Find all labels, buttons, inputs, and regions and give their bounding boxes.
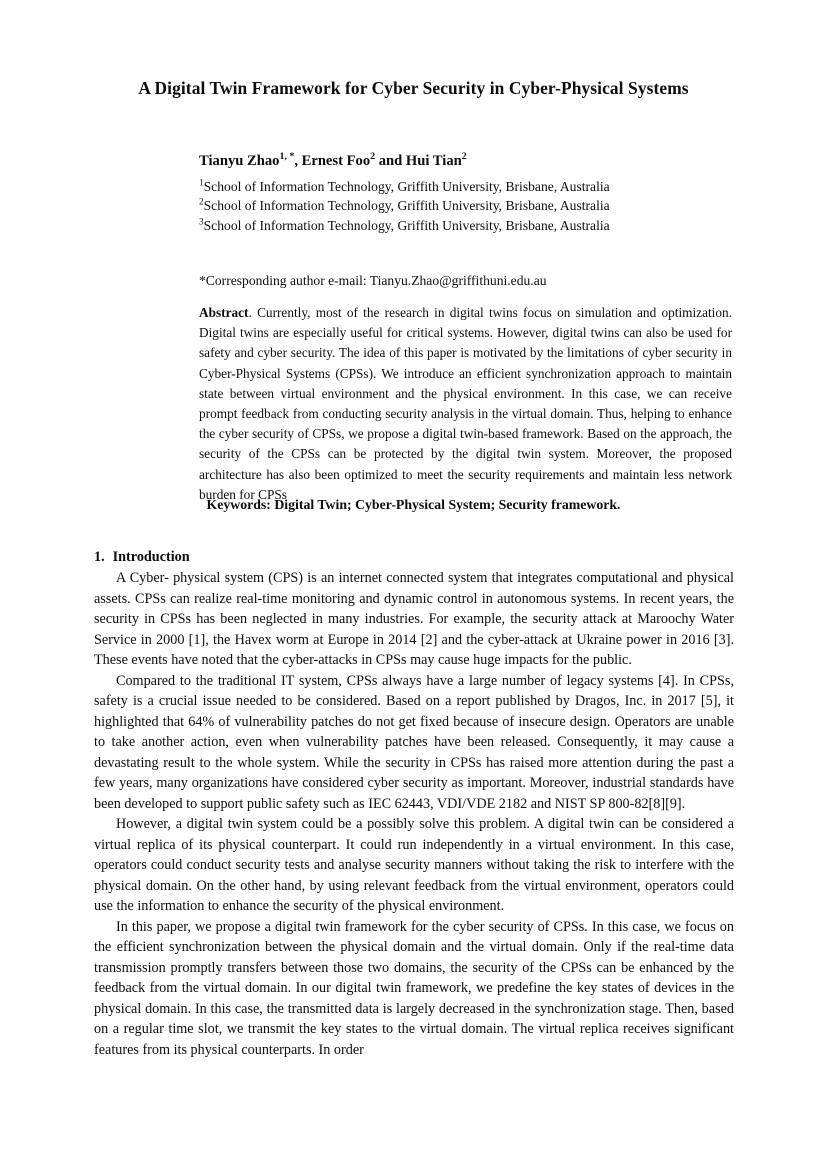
abstract-separator: .	[248, 305, 258, 320]
paragraph: In this paper, we propose a digital twin framework for the cyber security of CPSs. In this case, we focus on the efficient synchronization between the physical domain and the virtual domain. Only if the real-time data transmission promptly transfers between those two domains, the security of the CPSs can be enhanced by the feedback from the virtual domain. In our digital twin framework, we predefine the key states of devices in the physical domain. In this case, the transmitted data is largely decreased in the synchronization stage. Then, based on a regular time slot, we transmit the key states to the virtual domain. The virtual replica receives significant features from its physical counterparts. In order	[94, 918, 734, 1058]
paragraph: A Cyber- physical system (CPS) is an internet connected system that integrates computational and physical assets. CPSs can realize real-time monitoring and dynamic control in autonomous systems. In recent years, the security in CPSs has been neglected in many industries. For example, the security attack at Maroochy Water Service in 2000 [1], the Havex worm at Europe in 2014 [2] and the cyber-attack at Ukraine power in 2016 [3]. These events have noted that the cyber-attacks in CPSs may cause huge impacts for the public.	[94, 570, 734, 669]
affiliation-text: School of Information Technology, Griffith University, Brisbane, Australia	[203, 178, 610, 194]
abstract-text: Currently, most of the research in digital twins focus on simulation and optimization. Digital twins are especially useful for critical systems. However, digital twins can also be used for safety and cyber security. The idea of this paper is motivated by the limitations of cyber security in Cyber-Physical Systems (CPSs). We introduce an efficient synchronization approach to maintain state between virtual environment and the physical environment. In this case, we can receive prompt feedback from conducting security analysis in the virtual domain. Thus, helping to enhance the cyber security of CPSs, we propose a digital twin-based framework. Based on the approach, the security of the CPSs can be protected by the digital twin system. Moreover, the proposed architecture has also been optimized to meet the security requirements and maintain less network burden for CPSs	[199, 305, 732, 502]
title-block	[84, 78, 743, 100]
section-heading-introduction	[94, 548, 190, 566]
paragraph: Compared to the traditional IT system, CPSs always have a large number of legacy systems [4]. In CPSs, safety is a crucial issue needed to be considered. Based on a report published by Dragos, Inc. in 2017 [5], it highlighted that 64% of vulnerability patches do not get fixed because of insecure design. Operators are unable to take another action, even when vulnerability patches have been released. Consequently, it may cause a devastating result to the whole system. While the security in CPSs has raised more attention during the past a few years, many organizations have considered cyber security as important. Moreover, industrial standards have been developed to support public safety such as IEC 62443, VDI/VDE 2182 and NIST SP 800-82[8][9].	[94, 672, 734, 812]
author-block	[199, 152, 733, 235]
affiliation-marker: 3	[199, 216, 204, 227]
page-title: A Digital Twin Framework for Cyber Security in Cyber-Physical Systems	[138, 78, 689, 98]
affiliation-list	[199, 177, 733, 235]
affiliation-marker: 2	[199, 196, 204, 207]
paragraph: However, a digital twin system could be a possibly solve this problem. A digital twin can be considered a virtual replica of its physical counterpart. It could run independently in a virtual environment. In this case, operators could conduct security tests and analyse security manners without taking the risk to interfere with the physical domain. On the other hand, by using relevant feedback from the virtual environment, operators could use the information to enhance the security of the physical environment.	[94, 816, 734, 915]
affiliation-marker: 1	[199, 177, 204, 188]
affiliation-line	[199, 216, 733, 235]
affiliation-line	[199, 196, 733, 215]
section-body-introduction	[94, 568, 734, 1060]
author-list: Tianyu Zhao$^{1, *}$, Ernest Foo$^2$ and Hui Tian$^2$	[199, 151, 467, 169]
abstract-block	[199, 303, 732, 505]
section-title: Introduction	[112, 549, 190, 565]
abstract-label: Abstract	[199, 305, 249, 320]
corresponding-author-email: *Corresponding author e-mail: Tianyu.Zhao@griffithuni.edu.au	[199, 273, 547, 288]
keywords: Keywords: Digital Twin; Cyber-Physical System; Security framework.	[206, 497, 621, 512]
section-number: 1.	[94, 549, 105, 565]
affiliation-text: School of Information Technology, Griffith University, Brisbane, Australia	[203, 198, 610, 214]
affiliation-text: School of Information Technology, Griffith University, Brisbane, Australia	[203, 217, 610, 233]
affiliation-line	[199, 177, 733, 196]
